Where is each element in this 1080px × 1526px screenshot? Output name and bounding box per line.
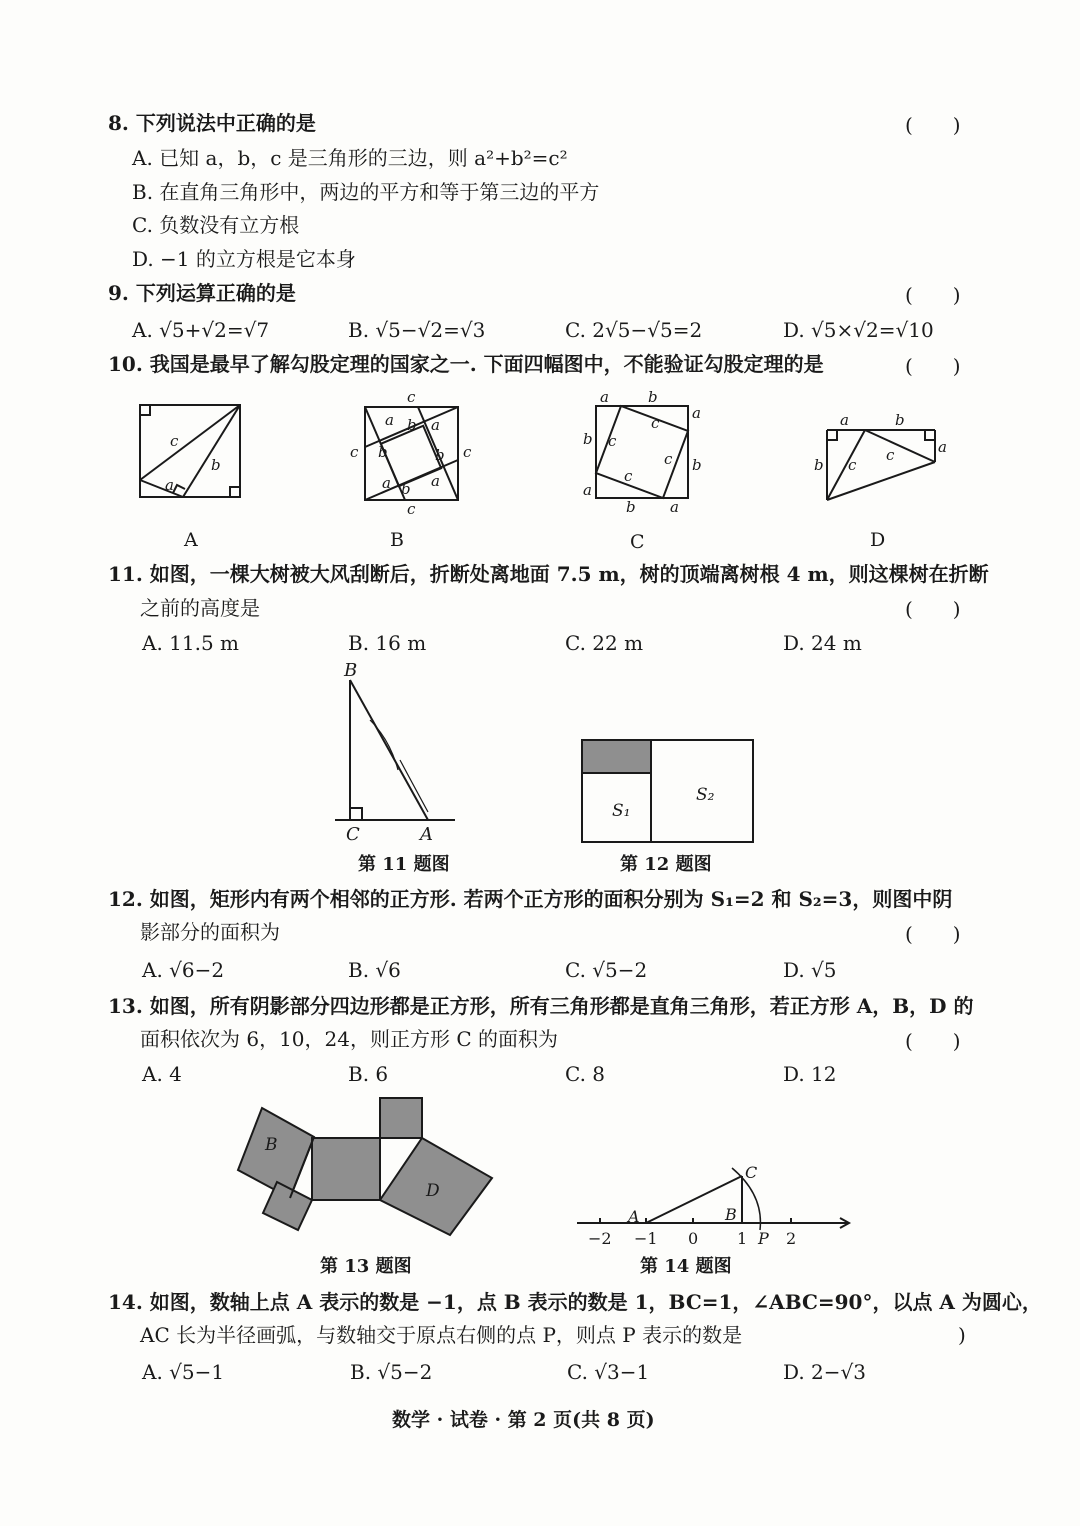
fig-d-label-a-right: a: [938, 438, 947, 456]
q14-tick-0: 0: [688, 1229, 699, 1248]
q10-figure-d-label: D: [870, 529, 886, 551]
fig-d-label-c2: c: [886, 446, 895, 464]
q14-option-b: B. √5−2: [350, 1360, 433, 1384]
q12-option-c: C. √5−2: [565, 958, 648, 982]
q10-figure-b-label: B: [390, 529, 404, 551]
q13-answer-paren[interactable]: ( ): [905, 1029, 961, 1053]
q11-answer-paren[interactable]: ( ): [905, 597, 961, 621]
fig-c-label-a2: a: [692, 404, 701, 422]
q13-stem-line2: 面积依次为 6，10，24，则正方形 C 的面积为: [140, 1027, 558, 1051]
q13-figure-caption: 第 13 题图: [320, 1256, 412, 1277]
q11-option-b: B. 16 m: [348, 631, 427, 655]
q14-point-p: P: [758, 1229, 769, 1248]
q9-option-d: D. √5×√2=√10: [783, 318, 934, 342]
fig-a-label-b: b: [211, 456, 221, 474]
q14-point-b: B: [725, 1205, 737, 1224]
q14-stem-line1: 14. 如图，数轴上点 A 表示的数是 −1，点 B 表示的数是 1，BC=1，∠ABC=90°，以点 A 为圆心，: [108, 1290, 1042, 1314]
q11-point-c: C: [346, 824, 360, 845]
fig-b-label-c-bottom: c: [407, 500, 416, 518]
fig-a-label-a: a: [165, 476, 174, 494]
q10-figure-d: [810, 408, 950, 508]
fig-c-label-a4: a: [583, 481, 592, 499]
q14-tick-neg1: −1: [634, 1229, 658, 1248]
fig-b-label-a3: a: [382, 474, 391, 492]
q13-option-b: B. 6: [348, 1062, 389, 1086]
fig-a-label-c: c: [170, 432, 179, 450]
q11-stem-line1: 11. 如图，一棵大树被大风刮断后，折断处离地面 7.5 m，树的顶端离树根 4 m，则这棵树在折断: [108, 562, 989, 586]
q13-option-c: C. 8: [565, 1062, 606, 1086]
fig-c-label-a1: a: [600, 388, 609, 406]
q11-tree-figure: [330, 660, 470, 845]
fig-b-label-a1: a: [385, 411, 394, 429]
fig-b-label-b3: b: [435, 446, 445, 464]
fig-c-label-c2: c: [664, 450, 673, 468]
q12-stem-line2: 影部分的面积为: [140, 920, 280, 944]
q8-option-b: B. 在直角三角形中，两边的平方和等于第三边的平方: [132, 180, 600, 204]
q9-option-b: B. √5−√2=√3: [348, 318, 486, 342]
q12-figure: [578, 736, 758, 846]
fig-b-label-b4: b: [401, 480, 411, 498]
q13-option-a: A. 4: [142, 1062, 182, 1086]
q12-option-a: A. √6−2: [142, 958, 225, 982]
fig-c-label-b1: b: [648, 388, 658, 406]
q9-answer-paren[interactable]: ( ): [905, 283, 961, 307]
fig-d-label-c1: c: [848, 456, 857, 474]
q13-figure: [230, 1090, 500, 1240]
fig-c-label-c4: c: [608, 432, 617, 450]
q12-answer-paren[interactable]: ( ): [905, 922, 961, 946]
q8-option-c: C. 负数没有立方根: [132, 213, 300, 237]
q13-stem-line1: 13. 如图，所有阴影部分四边形都是正方形，所有三角形都是直角三角形，若正方形 A，B，D 的: [108, 994, 974, 1018]
q14-stem-line2: AC 长为半径画弧，与数轴交于原点右侧的点 P，则点 P 表示的数是: [140, 1323, 743, 1347]
q8-stem: 8. 下列说法中正确的是: [108, 111, 316, 135]
q12-stem-line1: 12. 如图，矩形内有两个相邻的正方形. 若两个正方形的面积分别为 S₁=2 和 S₂=3，则图中阴: [108, 887, 953, 911]
q14-point-c: C: [745, 1163, 758, 1182]
q8-option-d: D. −1 的立方根是它本身: [132, 247, 356, 271]
q12-figure-caption: 第 12 题图: [620, 854, 712, 875]
q12-option-b: B. √6: [348, 958, 401, 982]
q11-option-d: D. 24 m: [783, 631, 862, 655]
q14-option-c: C. √3−1: [567, 1360, 650, 1384]
fig-c-label-c1: c: [651, 414, 660, 432]
q8-option-a: A. 已知 a，b，c 是三角形的三边，则 a²+b²=c²: [132, 146, 568, 170]
q9-option-c: C. 2√5−√5=2: [565, 318, 703, 342]
fig-c-label-b2: b: [692, 456, 702, 474]
q9-stem: 9. 下列运算正确的是: [108, 281, 296, 305]
q12-option-d: D. √5: [783, 958, 837, 982]
q14-option-d: D. 2−√3: [783, 1360, 866, 1384]
q14-tick-2: 2: [786, 1229, 797, 1248]
q11-figure-caption: 第 11 题图: [358, 854, 450, 875]
q14-tick-neg2: −2: [588, 1229, 612, 1248]
q14-answer-paren[interactable]: ): [958, 1323, 966, 1347]
fig-d-label-b-left: b: [814, 456, 824, 474]
q14-point-a: A: [628, 1207, 640, 1226]
q10-figure-c-label: C: [630, 531, 645, 553]
fig-c-label-b4: b: [583, 430, 593, 448]
q13-option-d: D. 12: [783, 1062, 837, 1086]
q11-point-b: B: [344, 660, 358, 681]
q9-option-a: A. √5+√2=√7: [132, 318, 270, 342]
fig-b-label-b1: b: [407, 416, 417, 434]
fig-c-label-a3: a: [670, 498, 679, 516]
fig-b-label-c-right: c: [463, 443, 472, 461]
q14-option-a: A. √5−1: [142, 1360, 225, 1384]
fig-c-label-b3: b: [626, 498, 636, 516]
fig-b-label-a2: a: [431, 416, 440, 434]
q10-figure-b: [345, 388, 475, 518]
q11-option-c: C. 22 m: [565, 631, 644, 655]
q13-label-b: B: [265, 1135, 278, 1155]
page-footer: 数学 · 试卷 · 第 2 页(共 8 页): [392, 1409, 655, 1431]
q11-point-a: A: [420, 824, 433, 845]
q11-stem-line2: 之前的高度是: [140, 596, 260, 620]
fig-b-label-c-top: c: [407, 388, 416, 406]
q10-stem: 10. 我国是最早了解勾股定理的国家之一. 下面四幅图中，不能验证勾股定理的是: [108, 352, 824, 376]
q13-label-d: D: [426, 1181, 440, 1201]
fig-b-label-c-left: c: [350, 443, 359, 461]
q10-answer-paren[interactable]: ( ): [905, 354, 961, 378]
fig-b-label-a4: a: [431, 472, 440, 490]
fig-b-label-b2: b: [378, 443, 388, 461]
q10-figure-a: [135, 400, 245, 505]
q11-option-a: A. 11.5 m: [142, 631, 240, 655]
q10-figure-c: [578, 388, 708, 518]
q14-number-line-figure: [572, 1150, 862, 1250]
fig-c-label-c3: c: [624, 467, 633, 485]
q12-label-s2: S₂: [696, 785, 715, 805]
q8-answer-paren[interactable]: ( ): [905, 113, 961, 137]
q10-figure-a-label: A: [184, 529, 198, 551]
q12-label-s1: S₁: [612, 801, 631, 821]
fig-d-label-b-top: b: [895, 411, 905, 429]
q14-figure-caption: 第 14 题图: [640, 1256, 732, 1277]
q14-tick-1: 1: [737, 1229, 748, 1248]
fig-d-label-a-top: a: [840, 411, 849, 429]
